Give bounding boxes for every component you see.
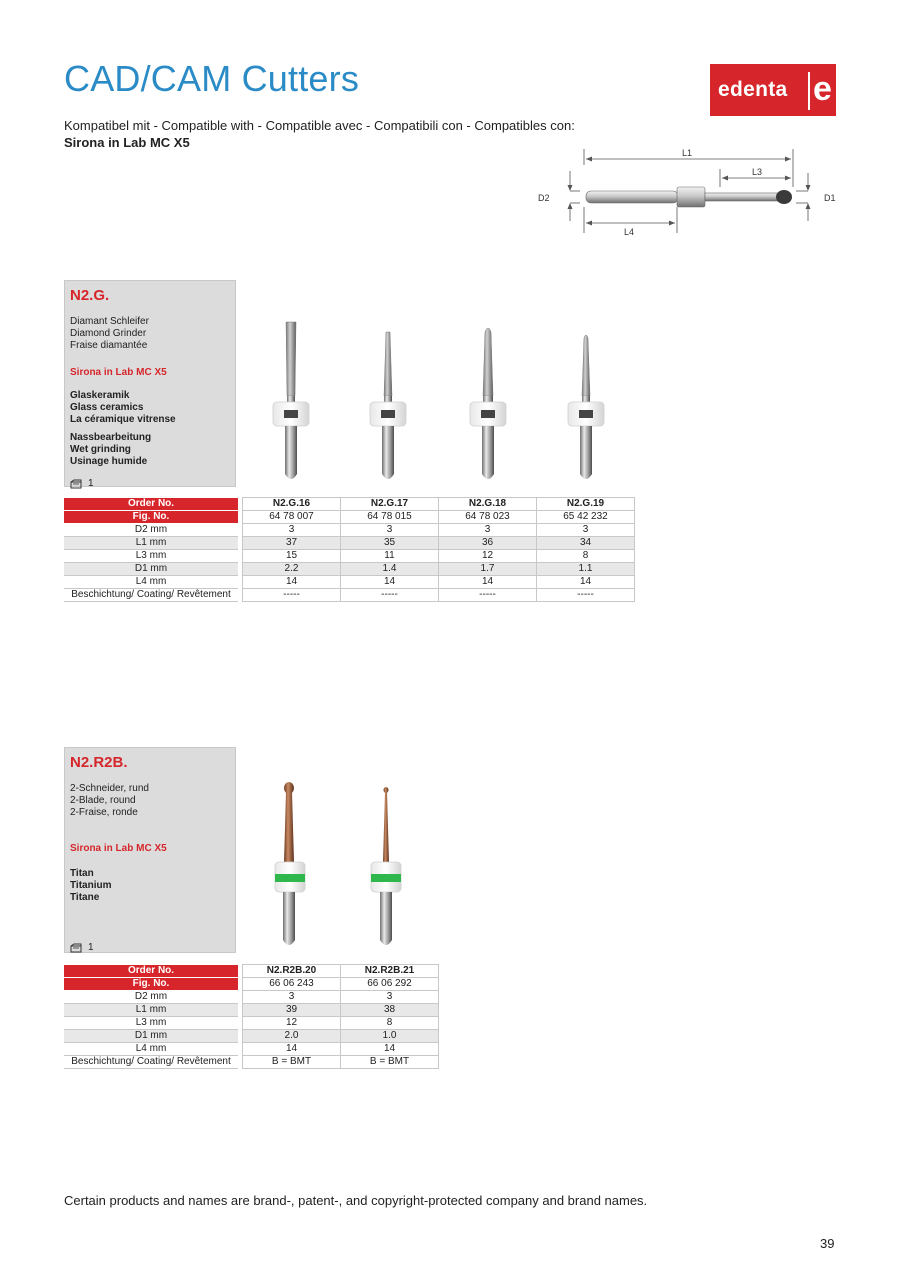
order-no-cell: N2.G.19 — [537, 498, 635, 511]
row-label-order-no: Order No. — [64, 498, 238, 511]
l1-cell: 38 — [341, 1004, 439, 1017]
product-info-panel-n2g — [64, 280, 236, 487]
package-count: 1 — [88, 478, 94, 489]
fig-no-cell: 64 78 015 — [341, 511, 439, 524]
d2-cell: 3 — [341, 524, 439, 537]
l3-cell: 12 — [439, 550, 537, 563]
desc-de: 2-Schneider, rund — [70, 783, 149, 794]
d1-cell: 2.2 — [243, 563, 341, 576]
row-label-fig-no: Fig. No. — [64, 511, 238, 524]
d1-cell: 1.7 — [439, 563, 537, 576]
row-label-l3: L3 mm — [64, 1017, 238, 1030]
row-label-fig-no: Fig. No. — [64, 978, 238, 991]
l3-cell: 11 — [341, 550, 439, 563]
coating-cell: ----- — [243, 589, 341, 602]
coating-cell: B = BMT — [243, 1056, 341, 1069]
row-label-d2: D2 mm — [64, 991, 238, 1004]
package-icon — [70, 943, 82, 953]
row-label-l4: L4 mm — [64, 576, 238, 589]
logo-wordmark: edenta — [718, 78, 788, 101]
l4-cell: 14 — [243, 576, 341, 589]
l3-cell: 12 — [243, 1017, 341, 1030]
fig-no-cell: 64 78 023 — [439, 511, 537, 524]
desc-de: Diamant Schleifer — [70, 316, 149, 327]
l4-cell: 14 — [341, 1043, 439, 1056]
d2-cell: 3 — [341, 991, 439, 1004]
fig-no-cell: 66 06 243 — [243, 978, 341, 991]
label-D2: D2 — [538, 193, 550, 203]
product-info-panel-n2r2b — [64, 747, 236, 953]
l4-cell: 14 — [341, 576, 439, 589]
row-label-l3: L3 mm — [64, 550, 238, 563]
system-name: Sirona in Lab MC X5 — [70, 843, 167, 854]
order-no-cell: N2.G.17 — [341, 498, 439, 511]
l1-cell: 37 — [243, 537, 341, 550]
l3-cell: 8 — [341, 1017, 439, 1030]
page-number: 39 — [820, 1236, 835, 1251]
tool-image-n2g19 — [568, 335, 604, 479]
d1-cell: 2.0 — [243, 1030, 341, 1043]
order-no-cell: N2.R2B.20 — [243, 965, 341, 978]
row-label-l1: L1 mm — [64, 1004, 238, 1017]
process-en: Wet grinding — [70, 444, 131, 455]
row-label-l1: L1 mm — [64, 537, 238, 550]
trademark-note: Certain products and names are brand-, patent-, and copyright-protected company and brand names. — [64, 1193, 648, 1208]
row-label-l4: L4 mm — [64, 1043, 238, 1056]
coating-cell: ----- — [439, 589, 537, 602]
l4-cell: 14 — [439, 576, 537, 589]
product-code: N2.R2B. — [70, 754, 128, 771]
tool-image-n2r2b21 — [371, 787, 401, 945]
fig-no-cell: 66 06 292 — [341, 978, 439, 991]
package-icon — [70, 479, 82, 489]
row-label-d1: D1 mm — [64, 1030, 238, 1043]
material-de: Glaskeramik — [70, 390, 130, 401]
process-de: Nassbearbeitung — [70, 432, 152, 443]
l3-cell: 8 — [537, 550, 635, 563]
desc-fr: Fraise diamantée — [70, 340, 148, 351]
compatibility-line: Kompatibel mit - Compatible with - Compatible avec - Compatibili con - Compatibles con: — [64, 118, 575, 133]
coating-cell: B = BMT — [341, 1056, 439, 1069]
material-en: Glass ceramics — [70, 402, 144, 413]
label-D1: D1 — [824, 193, 836, 203]
spec-table-n2r2b — [64, 964, 439, 1069]
desc-en: 2-Blade, round — [70, 795, 136, 806]
process-fr: Usinage humide — [70, 456, 148, 467]
d1-cell: 1.4 — [341, 563, 439, 576]
spec-table-n2g — [64, 497, 635, 602]
order-no-cell: N2.G.16 — [243, 498, 341, 511]
row-label-d2: D2 mm — [64, 524, 238, 537]
l4-cell: 14 — [243, 1043, 341, 1056]
desc-en: Diamond Grinder — [70, 328, 147, 339]
package-quantity — [70, 478, 230, 489]
package-quantity — [70, 942, 230, 953]
l4-cell: 14 — [537, 576, 635, 589]
row-label-d1: D1 mm — [64, 563, 238, 576]
d2-cell: 3 — [243, 991, 341, 1004]
dimension-diagram — [530, 145, 840, 240]
tool-image-n2g17 — [370, 332, 406, 479]
logo-divider — [808, 72, 810, 110]
material-de: Titan — [70, 868, 94, 879]
coating-cell: ----- — [537, 589, 635, 602]
package-count: 1 — [88, 942, 94, 953]
row-label-coating: Beschichtung/ Coating/ Revêtement — [64, 589, 238, 602]
tool-image-n2r2b20 — [275, 782, 305, 945]
order-no-cell: N2.R2B.21 — [341, 965, 439, 978]
material-fr: La céramique vitrense — [70, 414, 176, 425]
label-L4: L4 — [624, 227, 635, 237]
l1-cell: 36 — [439, 537, 537, 550]
tool-image-n2g16 — [273, 322, 309, 479]
d2-cell: 3 — [537, 524, 635, 537]
l1-cell: 39 — [243, 1004, 341, 1017]
compatibility-note — [64, 118, 575, 150]
material-en: Titanium — [70, 880, 112, 891]
edenta-logo — [710, 64, 836, 116]
desc-fr: 2-Fraise, ronde — [70, 807, 138, 818]
product-code: N2.G. — [70, 287, 110, 304]
d1-cell: 1.0 — [341, 1030, 439, 1043]
order-no-cell: N2.G.18 — [439, 498, 537, 511]
coating-cell: ----- — [341, 589, 439, 602]
fig-no-cell: 65 42 232 — [537, 511, 635, 524]
logo-e-mark: e — [813, 70, 832, 108]
system-name: Sirona in Lab MC X5 — [70, 367, 167, 378]
material-fr: Titane — [70, 892, 100, 903]
l3-cell: 15 — [243, 550, 341, 563]
d2-cell: 3 — [439, 524, 537, 537]
page-title: CAD/CAM Cutters — [64, 58, 360, 99]
tool-image-n2g18 — [470, 328, 506, 479]
label-L3: L3 — [752, 167, 763, 177]
product-images-n2r2b — [240, 778, 440, 958]
product-images-n2g — [240, 318, 640, 490]
compatible-system: Sirona in Lab MC X5 — [64, 135, 190, 150]
l1-cell: 35 — [341, 537, 439, 550]
d2-cell: 3 — [243, 524, 341, 537]
label-L1: L1 — [682, 148, 693, 158]
l1-cell: 34 — [537, 537, 635, 550]
d1-cell: 1.1 — [537, 563, 635, 576]
row-label-order-no: Order No. — [64, 965, 238, 978]
fig-no-cell: 64 78 007 — [243, 511, 341, 524]
row-label-coating: Beschichtung/ Coating/ Revêtement — [64, 1056, 238, 1069]
